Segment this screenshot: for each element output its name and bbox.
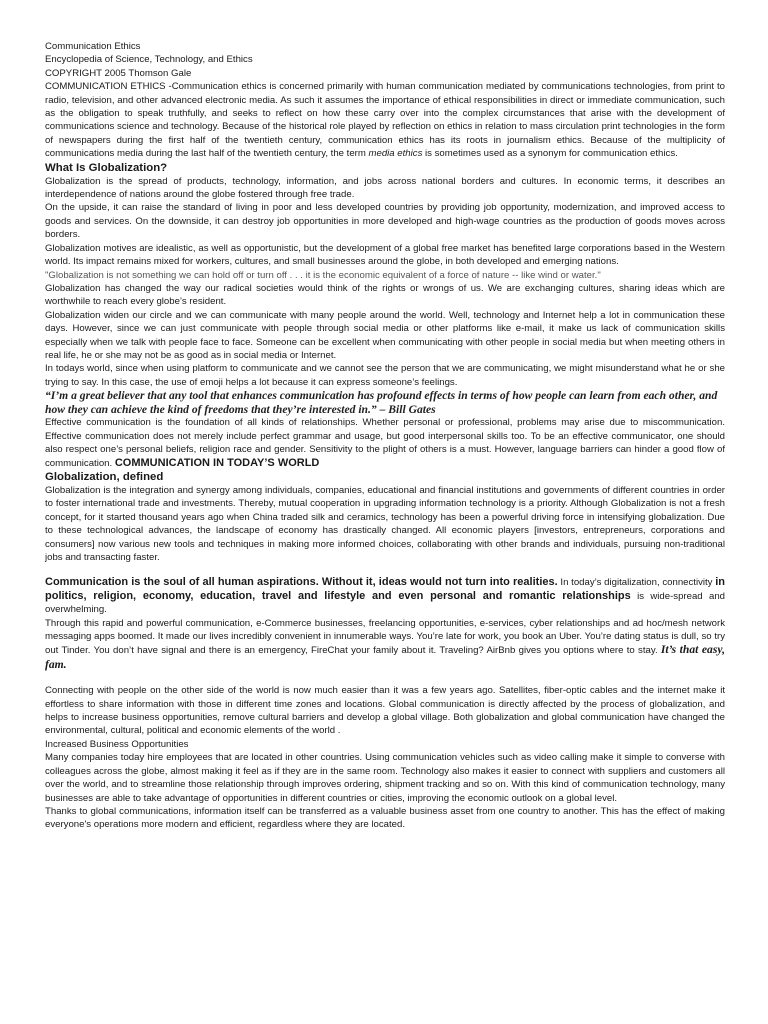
paragraph: Globalization widen our circle and we can communicate with many people around the world. Well, technology and Internet help a lot in communication these days. However, since we can just communicate with people through social media or other platforms like e-mail, it make us lack of communication skills especially when we talk with people face to face. Someone can be excellent when communicating with other people in social media but when meeting others in real life, he or she may not be as good as in social media or Internet. xyxy=(45,309,725,361)
paragraph: Thanks to global communications, information itself can be transferred as a valuable business asset from one country to another. This has the effect of making everyone's operations more modern and efficient, regardless where they are located. xyxy=(45,805,725,831)
doc-copyright: COPYRIGHT 2005 Thomson Gale xyxy=(45,67,192,79)
paragraph: Effective communication is the foundation of all kinds of relationships. Whether personal or professional, problems may arise due to miscommunication. Effective communication does not merely include perfect grammar and usage, but good interpersonal skills too. To be an effective communicator, one should also respect one’s personal beliefs, religion race and gender. Sensitivity to the plight of others is a must. However, language barriers can hinder a good flow of communication. COMMUNICATION IN TODAY’S WORLD xyxy=(45,417,725,469)
media-ethics-term: media ethics xyxy=(368,148,423,160)
paragraph: Globalization is the integration and synergy among individuals, companies, educational and financial institutions and governments of different countries in order to foster international trade and investments. Thereby, mutual cooperation in upgrading information technology is a priority. Although Globalization is not a fresh concept, for it started thousand years ago when China traded silk and ceramics, technology has been a powerful driving force in intensifying globalization. Due to these technological advances, the landscape of economy has drastically changed. All economic players [investors, entrepreneurs, corporations and consumers] now various new tools and techniques in making more informed choices, collaborating with other brands and individuals, pursuing non-traditional jobs and transacting faster. xyxy=(45,484,725,563)
paragraph-communication-soul: Communication is the soul of all human aspirations. Without it, ideas would not turn into realities. In today’s digitalization, connectivity in politics, religion, economy, education, travel and lifestyle and even personal and romantic relationships is wide-spread and overwhelming. xyxy=(45,576,726,616)
paragraph: Many companies today hire employees that are located in other countries. Using communication vehicles such as video calling make it simple to converse with colleagues across the globe, almost making it feel as if they are in the same room. Technology also makes it easier to connect with suppliers and customers all over the world, and to streamline those relationship through improves ordering, shipment tracking and so on. With this kind of communication technology, many businesses are able to take advantage of opportunities in different countries or cities, improving the economic outlook on a global level. xyxy=(45,752,725,804)
heading-globalization-defined: Globalization, defined xyxy=(45,470,164,483)
heading-what-is-globalization: What Is Globalization? xyxy=(45,161,168,174)
doc-title: Communication Ethics xyxy=(45,41,141,52)
thats-easy-phrase: It’s that easy, fam. xyxy=(45,643,725,671)
paragraph: On the upside, it can raise the standard of living in poor and less developed countries by providing job opportunity, modernization, and improved access to goods and services. On the downside, it can destroy job opportunities in more developed and high-wage countries as the production of goods moves across borders. xyxy=(45,202,725,241)
paragraph: Globalization motives are idealistic, as well as opportunistic, but the development of a global free market has benefited large corporations based in the Western world. Its impact remains mixed for workers, cultures, and small businesses around the globe, in both developed and emerging nations. xyxy=(45,242,725,268)
subheading-business-opportunities: Increased Business Opportunities xyxy=(45,738,189,750)
paragraph: Through this rapid and powerful communication, e-Commerce businesses, freelancing opportunities, e-services, cyber relationships and ad hoc/mesh network messaging apps boomed. It made our lives incredibly convenient in innumerable ways. You’re late for work, you book an Uber. You’re dating status is dull, so try out Tinder. You don’t have signal and there is an emergency, FireChat your family about it. Traveling? AirBnb gives you options where to stay. It’s that easy, fam. xyxy=(45,617,725,671)
paragraph: Globalization has changed the way our radical societies would think of the rights or wrongs of us. We are exchanging cultures, sharing ideas which are worthwhile to reach every globe’s resident. xyxy=(45,282,725,308)
bill-gates-quote: “I’m a great believer that any tool that enhances communication has profound effects in terms of how people can learn from each other, and how they can achieve the kind of freedoms that they’re interested in.” – Bill Gates xyxy=(45,389,718,416)
paragraph: In todays world, since when using platform to communicate and we cannot see the person that we are communicating, we might misunderstand what he or she trying to say. In this case, the use of emoji helps a lot because it can express someone’s feelings. xyxy=(45,363,725,388)
globalization-quote: "Globalization is not something we can hold off or turn off . . . it is the economic equivalent of a force of nature -- like wind or water." xyxy=(45,269,601,281)
document-page xyxy=(45,40,725,832)
spacer xyxy=(45,564,725,576)
spacer xyxy=(45,672,725,684)
doc-source: Encyclopedia of Science, Technology, and Ethics xyxy=(45,54,253,66)
paragraph: Connecting with people on the other side of the world is now much easier than it was a few years ago. Satellites, fiber-optic cables and the internet make it effortless to share information with those in different time zones and locations. Global communication is directly affected by the process of globalization, and helps to increase business opportunities, remove cultural barriers and develop a global village. Both globalization and global communication have changed the environmental, cultural, political and economic elements of the world . xyxy=(45,685,725,737)
communication-today-heading: COMMUNICATION IN TODAY’S WORLD xyxy=(114,456,320,469)
intro-paragraph: COMMUNICATION ETHICS -Communication ethics is concerned primarily with human communication mediated by communications technologies, from print to radio, television, and other advanced electronic media. As such it assumes the importance of ethical responsibilities in direct or immediate communication, such as the obligation to speak truthfully, and seeks to reflect on how these carry over into the complex circumstances that arise with the development of communications science and technology. Because of the historical role played by reflection on ethics in relation to mass circulation print technologies in the form of newspapers during the first half of the twentieth century, communication ethics has its roots in journalism ethics. Because of the multiplicity of communications media during the last half of the twentieth century, the term media ethics is sometimes used as a synonym for communication ethics. xyxy=(45,81,725,160)
paragraph: Globalization is the spread of products, technology, information, and jobs across national borders and cultures. In economic terms, it describes an interdependence of nations around the globe fostered through free trade. xyxy=(45,175,725,201)
